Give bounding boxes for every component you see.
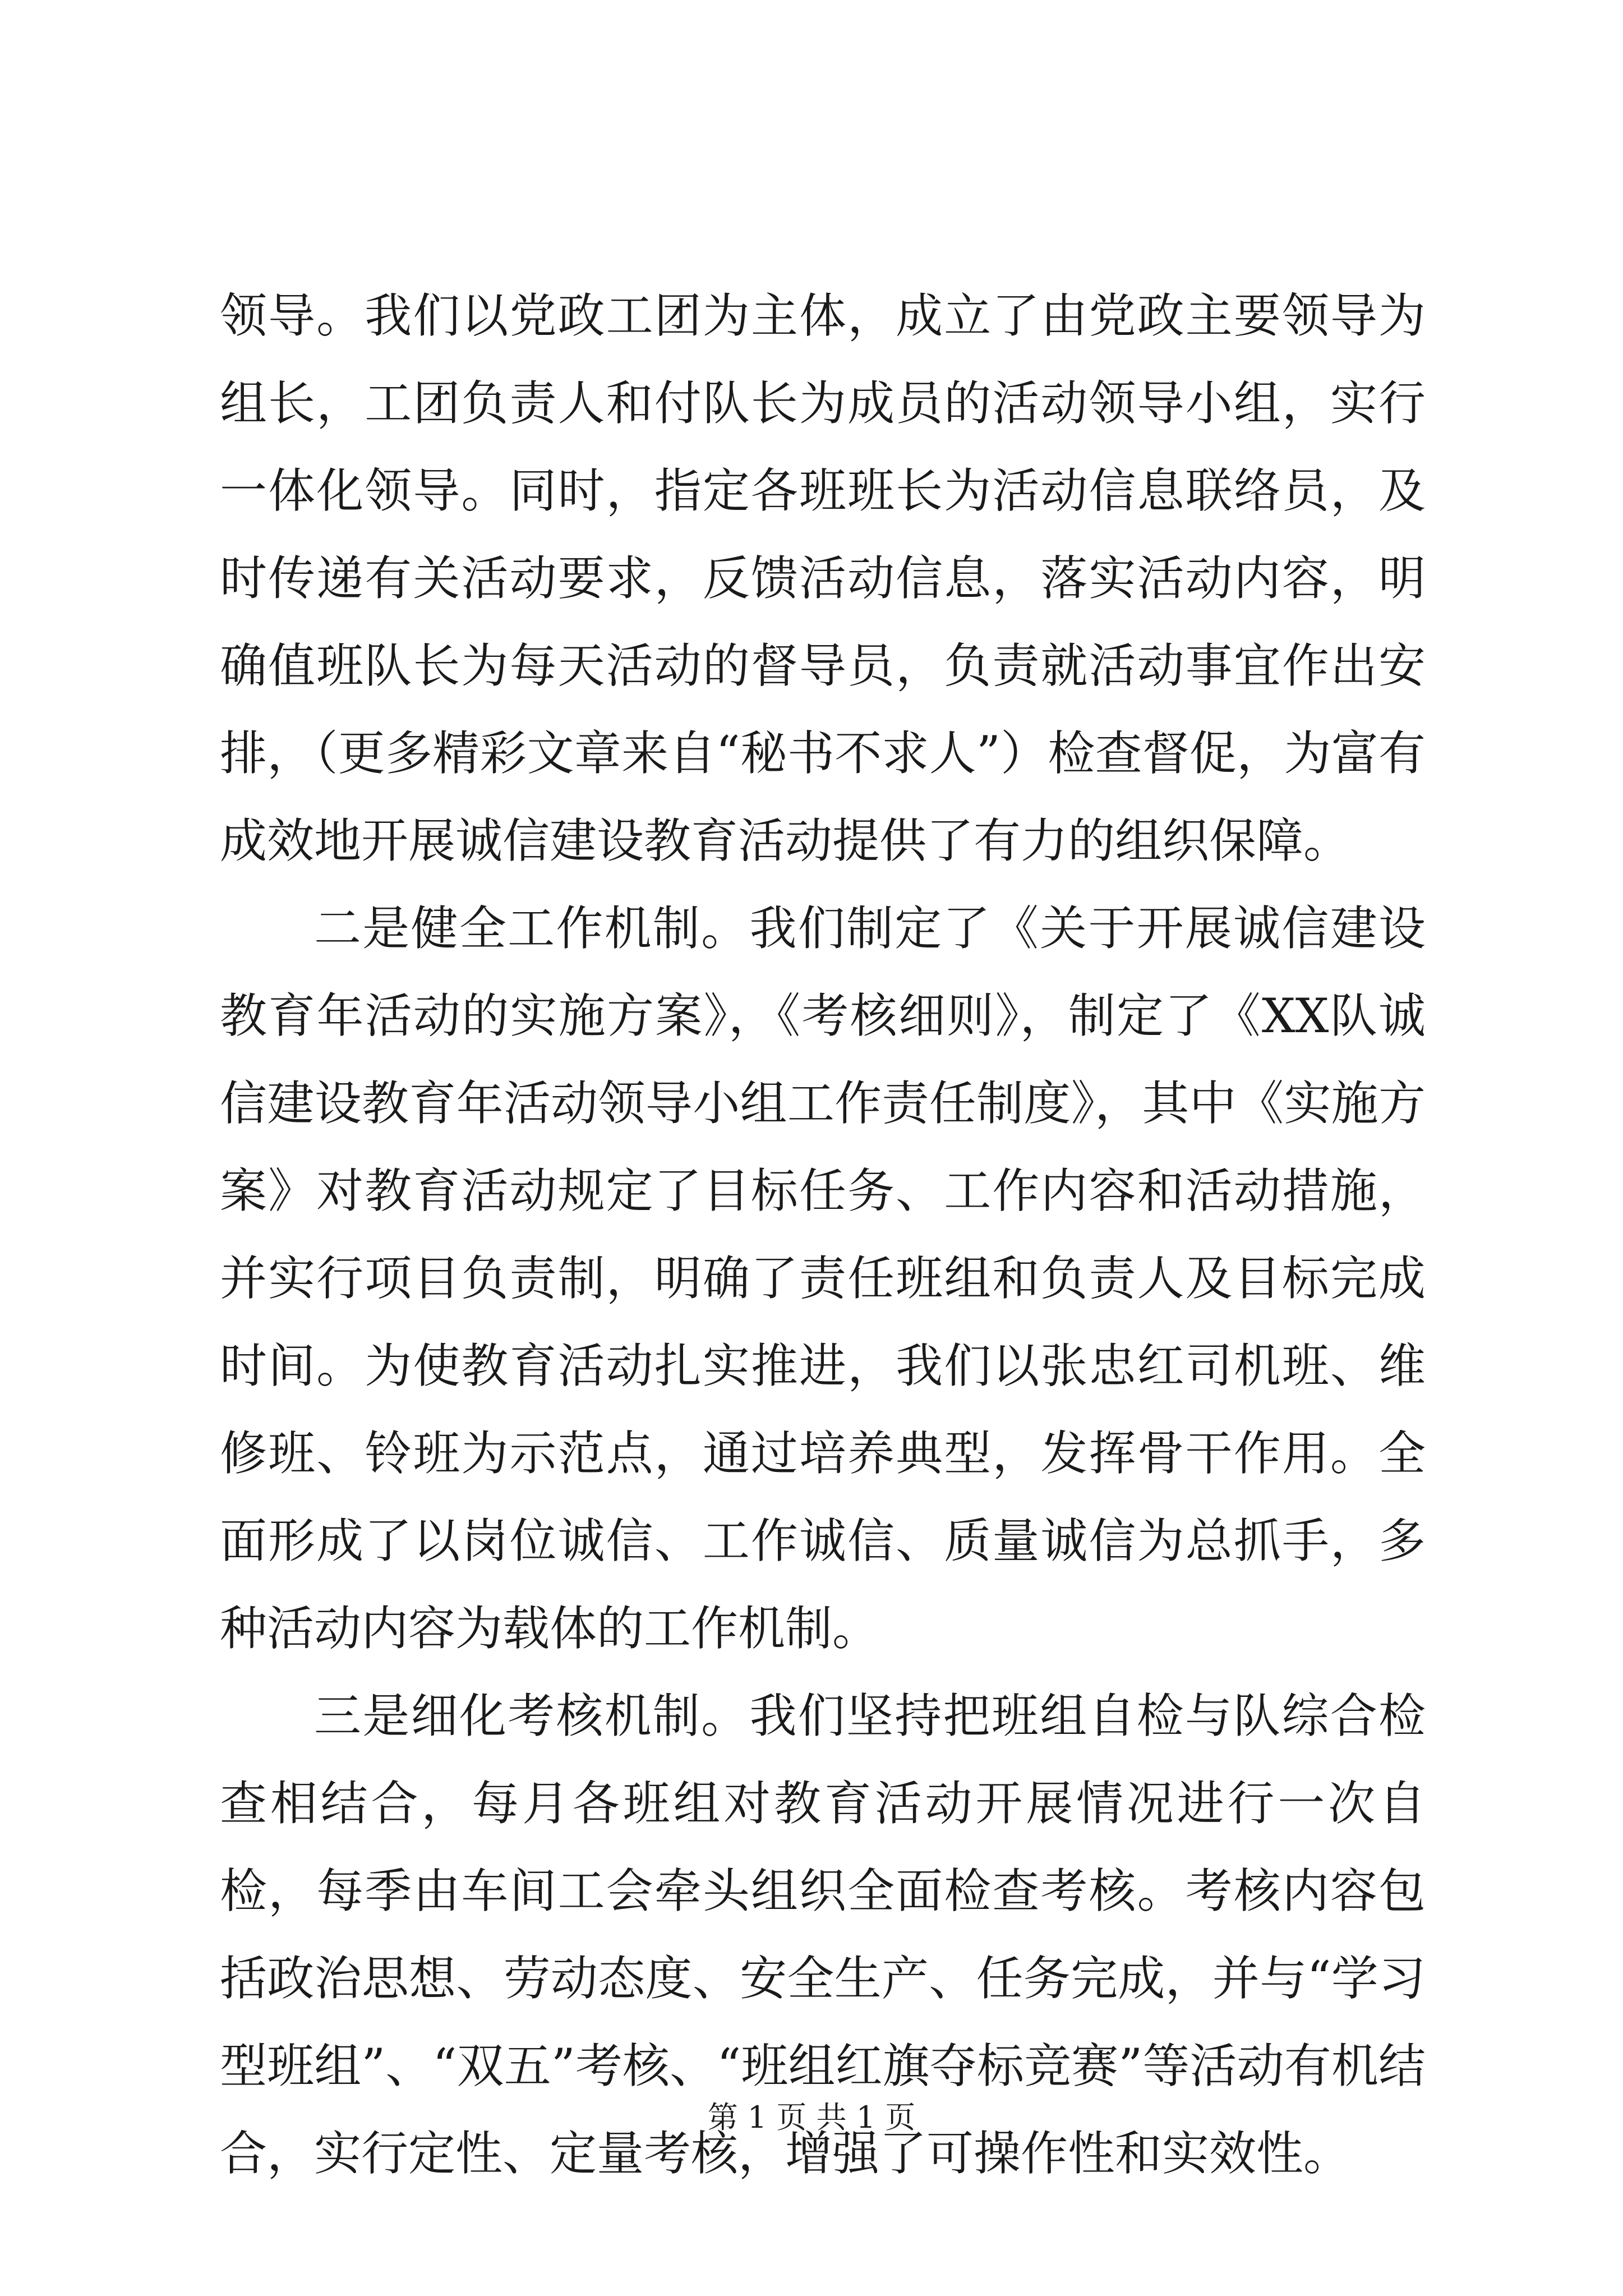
paragraph-2: 二是健全工作机制。我们制定了《关于开展诚信建设教育年活动的实施方案》，《考核细则》，制定了《XX队诚信建设教育年活动领导小组工作责任制度》，其中《实施方案》对教育活动规定了目标任务、工作内容和活动措施，并实行项目负责制，明确了责任班组和负责人及目标完成时间。为使教育活动扎实推进，我们以张忠红司机班、维修班、铃班为示范点，通过培养典型，发挥骨干作用。全面形成了以岗位诚信、工作诚信、质量诚信为总抓手，多种活动内容为载体的工作机制。: [220, 901, 1426, 1656]
page-footer: 第 1 页 共 1 页: [707, 2100, 916, 2135]
paragraph-3: 三是细化考核机制。我们坚持把班组自检与队综合检查相结合，每月各班组对教育活动开展情况进行一次自检，每季由车间工会牵头组织全面检查考核。考核内容包括政治思想、劳动态度、安全生产、任务完成，并与“学习型班组”、“双五”考核、“班组红旗夺标竞赛”等活动有机结合，实行定性、定量考核，增强了可操作性和实效性。: [220, 1688, 1426, 2181]
paragraph-1: 领导。我们以党政工团为主体，成立了由党政主要领导为组长，工团负责人和付队长为成员的活动领导小组，实行一体化领导。同时，指定各班班长为活动信息联络员，及时传递有关活动要求，反馈活动信息，落实活动内容，明确值班队长为每天活动的督导员，负责就活动事宜作出安排，（更多精彩文章来自“秘书不求人”）检查督促，为富有成效地开展诚信建设教育活动提供了有力的组织保障。: [220, 288, 1426, 868]
body-text: [220, 272, 1426, 2197]
